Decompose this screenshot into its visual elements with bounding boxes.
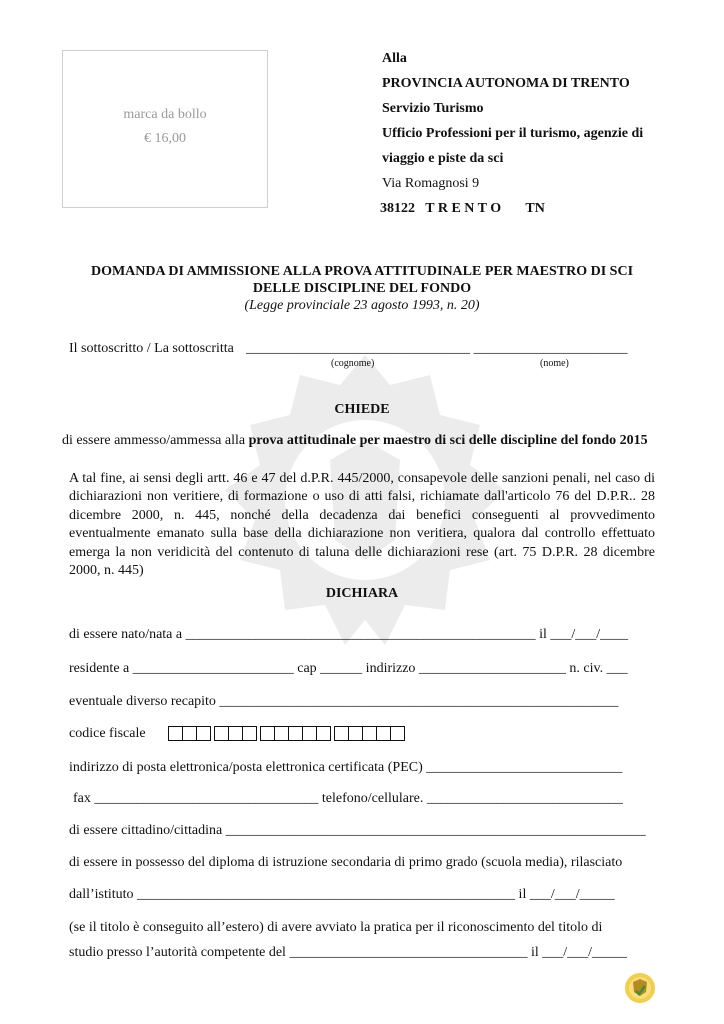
recipient-line-1: Alla	[382, 51, 407, 66]
stamp-amount: € 16,00	[144, 131, 186, 146]
recipient-line-6: Via Romagnosi 9	[382, 176, 480, 191]
tax-code-cell[interactable]	[243, 726, 257, 741]
tax-code-cell[interactable]	[289, 726, 303, 741]
tax-code-cell[interactable]	[317, 726, 331, 741]
residence-field[interactable]: residente a _______________________ cap ______ indirizzo _____________________ n. civ. ___	[69, 661, 628, 676]
recipient-line-2: PROVINCIA AUTONOMA DI TRENTO	[382, 76, 630, 91]
institute-field[interactable]: dall’istituto ______________________________________________________ il ___/___/_____	[69, 887, 615, 902]
tax-code-cell[interactable]	[214, 726, 229, 741]
citizenship-field[interactable]: di essere cittadino/cittadina ____________________________________________________________	[69, 823, 646, 838]
stamp-label: marca da bollo	[123, 107, 207, 122]
signatory-label: Il sottoscritto / La sottoscritta	[69, 341, 234, 356]
birth-field[interactable]: di essere nato/nata a __________________________________________________ il ___/___/____	[69, 627, 629, 642]
document-title-line-2: DELLE DISCIPLINE DEL FONDO	[252, 281, 472, 296]
document-subtitle: (Legge provinciale 23 agosto 1993, n. 20)	[244, 298, 480, 313]
signatory-name-field[interactable]: ________________________________ ______________________	[246, 341, 628, 356]
tax-code-group	[168, 726, 211, 741]
tax-code-group	[214, 726, 257, 741]
province-logo-icon	[624, 972, 656, 1004]
tax-code-cell[interactable]	[391, 726, 405, 741]
tax-code-cell[interactable]	[363, 726, 377, 741]
alt-address-field[interactable]: eventuale diverso recapito _________________________________________________________	[69, 694, 619, 709]
requests-heading: CHIEDE	[334, 402, 390, 417]
foreign-title-statement: (se il titolo è conseguito all’estero) di avere avviato la pratica per il riconoscimento del titolo di	[69, 920, 603, 935]
request-prefix: di essere ammesso/ammessa alla	[62, 433, 249, 448]
name-caption: (nome)	[540, 358, 569, 369]
tax-code-cell[interactable]	[260, 726, 275, 741]
tax-code-group	[334, 726, 405, 741]
revenue-stamp-box	[62, 50, 268, 208]
tax-code-cell[interactable]	[334, 726, 349, 741]
tax-code-group	[260, 726, 331, 741]
request-text	[62, 433, 648, 449]
tax-code-cell[interactable]	[229, 726, 243, 741]
declaration-intro: A tal fine, ai sensi degli artt. 46 e 47 del d.P.R. 445/2000, consapevole delle sanzioni penali, nel caso di dichiarazioni non veritiere, di formazione o uso di atti falsi, richiamate dall'articolo 76 del D.P.R.. 28 dicembre 2000, n. 445, nonché della decadenza dai benefici conseguenti al provvedimento eventualmente emanato sulla base della dichiarazione non veritiera, qualora dal controllo effettuato emerga la non veridicità del contenuto di taluna delle dichiarazioni rese (art. 75 D.P.R. 28 dicembre 2000, n. 445)	[69, 471, 655, 579]
tax-code-cell[interactable]	[183, 726, 197, 741]
document-title-line-1: DOMANDA DI AMMISSIONE ALLA PROVA ATTITUDINALE PER MAESTRO DI SCI	[90, 264, 634, 279]
recipient-line-4: Ufficio Professioni per il turismo, agenzie di	[382, 126, 644, 141]
surname-caption: (cognome)	[331, 358, 375, 369]
declares-heading: DICHIARA	[325, 586, 399, 601]
tax-code-boxes[interactable]	[168, 726, 408, 741]
authority-field[interactable]: studio presso l’autorità competente del __________________________________ il ___/___/_____	[69, 945, 627, 960]
recipient-line-5: viaggio e piste da sci	[382, 151, 504, 166]
tax-code-cell[interactable]	[275, 726, 289, 741]
request-bold: prova attitudinale per maestro di sci delle discipline del fondo 2015	[248, 433, 648, 448]
tax-code-cell[interactable]	[168, 726, 183, 741]
fax-phone-field[interactable]: fax ________________________________ telefono/cellulare. ____________________________	[73, 791, 623, 806]
tax-code-cell[interactable]	[197, 726, 211, 741]
tax-code-cell[interactable]	[303, 726, 317, 741]
recipient-line-7: 38122 T R E N T O TN	[380, 201, 545, 216]
tax-code-label: codice fiscale	[69, 726, 146, 741]
recipient-line-3: Servizio Turismo	[382, 101, 484, 116]
email-field[interactable]: indirizzo di posta elettronica/posta elettronica certificata (PEC) ____________________________	[69, 760, 623, 775]
tax-code-cell[interactable]	[349, 726, 363, 741]
diploma-statement: di essere in possesso del diploma di istruzione secondaria di primo grado (scuola media), rilasciato	[69, 855, 623, 870]
tax-code-cell[interactable]	[377, 726, 391, 741]
